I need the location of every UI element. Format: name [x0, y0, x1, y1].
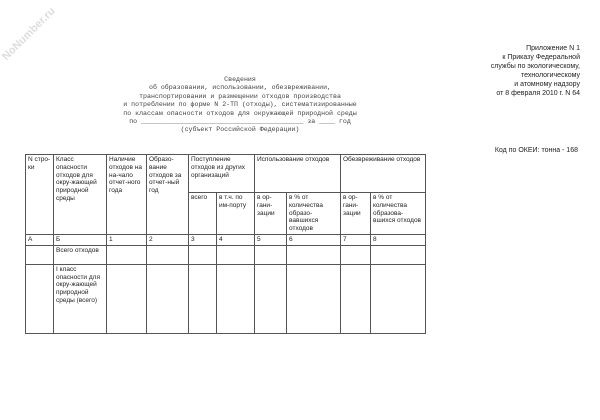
col-number: 4: [217, 234, 255, 245]
table-row: [26, 245, 426, 264]
cell: [217, 245, 255, 264]
appendix-line: Приложение N 1: [526, 45, 580, 52]
cell: [189, 245, 217, 264]
subheader: в ор-гани-зации: [255, 193, 287, 235]
row-label: Всего отходов: [54, 245, 107, 264]
header-start-balance: Наличие отходов на на-чало отчет-ного года: [107, 155, 147, 235]
col-number: 5: [255, 234, 287, 245]
header-generated: Образо-вание отходов за отчет-ный год: [147, 155, 189, 235]
cell: [287, 245, 341, 264]
subheader: в ор-гани-зации: [341, 193, 371, 235]
cell: [107, 264, 147, 333]
cell: [255, 245, 287, 264]
col-number: 2: [147, 234, 189, 245]
okei-code: Код по ОКЕИ: тонна - 168: [494, 147, 578, 154]
cell: [371, 264, 426, 333]
subheader: в % от количества образова-вшихся отходов: [371, 193, 426, 235]
col-number: 8: [371, 234, 426, 245]
cell: [371, 245, 426, 264]
header-hazard-class: Класс опасности отходов для окру-жающей природной среды: [54, 155, 107, 235]
header-used: Использование отходов: [255, 155, 341, 193]
subheader: в % от количества образо-вавшихся отходов: [287, 193, 341, 235]
cell: [147, 264, 189, 333]
cell: [147, 245, 189, 264]
title-line: по классам опасности отходов для окружающей природной среды: [123, 109, 357, 117]
title-line: транспортировании и размещении отходов производства: [139, 92, 341, 100]
waste-table: [25, 154, 426, 334]
document-title: [60, 76, 420, 135]
cell: [341, 245, 371, 264]
col-number: 3: [189, 234, 217, 245]
cell: [255, 264, 287, 333]
appendix-header: [491, 44, 580, 98]
title-line: Сведения: [224, 76, 256, 83]
title-line: по _________________________________________ за ____ год: [129, 118, 351, 126]
header-neutralized: Обезвреживание отходов: [341, 155, 426, 193]
title-line: об образовании, использовании, обезвреживании,: [148, 84, 332, 92]
col-number: 1: [107, 234, 147, 245]
appendix-line: технологическому: [521, 72, 580, 79]
header-row-number: N стро-ки: [26, 155, 54, 235]
subheader: в т.ч. по им-порту: [217, 193, 255, 235]
cell: [189, 264, 217, 333]
col-number: Б: [54, 234, 107, 245]
cell: [107, 245, 147, 264]
cell: [26, 264, 54, 333]
subheader: всего: [189, 193, 217, 235]
cell: [287, 264, 341, 333]
watermark: NoNumber.ru: [0, 5, 58, 63]
cell: [341, 264, 371, 333]
row-label: I класс опасности для окру-жающей природной среды (всего): [54, 264, 107, 333]
title-line: и потреблении по форме N 2-ТП (отходы), систематизированные: [123, 101, 357, 109]
cell: [217, 264, 255, 333]
appendix-line: к Приказу Федеральной: [502, 54, 580, 61]
title-line: (субъект Российской Федерации): [180, 126, 300, 134]
appendix-line: и атомному надзору: [514, 81, 580, 88]
col-number: А: [26, 234, 54, 245]
appendix-line: от 8 февраля 2010 г. N 64: [496, 90, 580, 97]
col-number: 6: [287, 234, 341, 245]
appendix-line: службы по экологическому,: [490, 63, 580, 70]
header-received: Поступление отходов из других организаций: [189, 155, 255, 193]
cell: [26, 245, 54, 264]
table-row: [26, 264, 426, 333]
col-number: 7: [341, 234, 371, 245]
